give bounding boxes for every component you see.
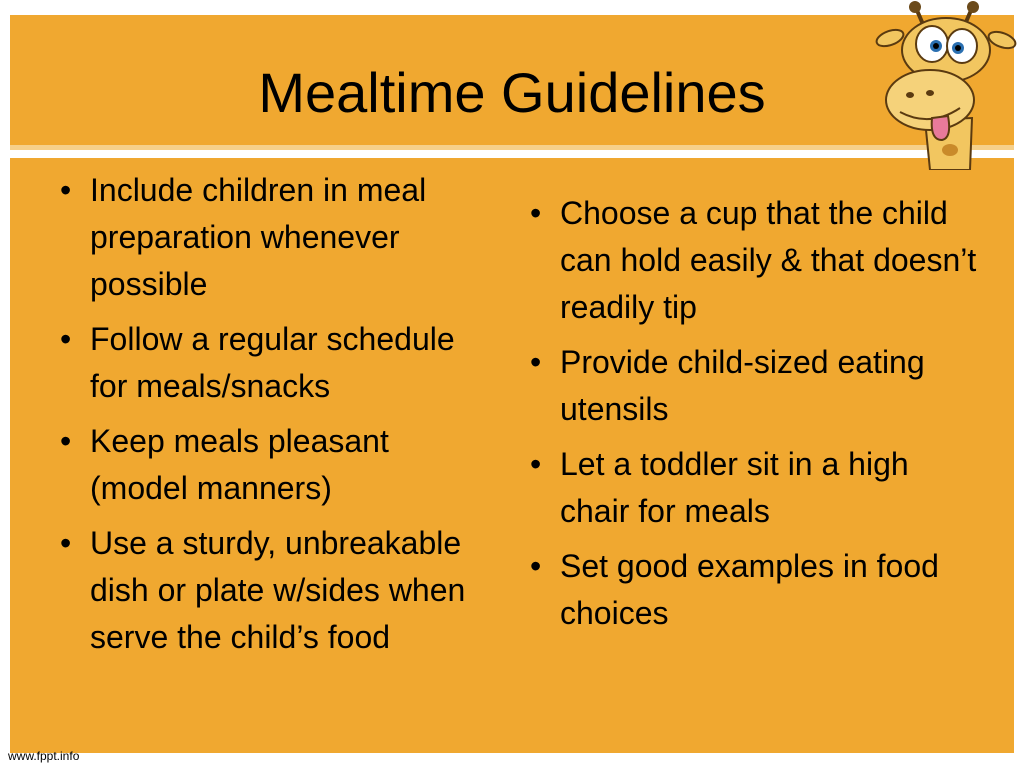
footer-url: www.fppt.info	[8, 749, 80, 763]
bullet-icon: •	[530, 195, 542, 231]
bullet-icon: •	[530, 446, 542, 482]
right-bullet-list	[530, 190, 980, 645]
bullet-icon: •	[530, 548, 542, 584]
list-item	[530, 441, 980, 535]
list-item	[60, 167, 490, 308]
bullet-text: Follow a regular schedule for meals/snacks	[90, 321, 455, 404]
bullet-icon: •	[60, 321, 72, 357]
giraffe-mascot-icon	[870, 0, 1020, 170]
slide-title: Mealtime Guidelines	[258, 61, 766, 124]
bullet-text: Keep meals pleasant (model manners)	[90, 423, 389, 506]
list-item	[530, 190, 980, 331]
title-band	[10, 15, 1014, 145]
bullet-text: Use a sturdy, unbreakable dish or plate w/sides when serve the child’s food	[90, 525, 466, 655]
bullet-icon: •	[60, 423, 72, 459]
bullet-icon: •	[60, 172, 72, 208]
list-item	[530, 339, 980, 433]
bullet-text: Set good examples in food choices	[560, 548, 939, 631]
left-bullet-list	[60, 167, 490, 669]
list-item	[60, 418, 490, 512]
bullet-text: Let a toddler sit in a high chair for meals	[560, 446, 909, 529]
bullet-text: Choose a cup that the child can hold easily & that doesn’t readily tip	[560, 195, 977, 325]
list-item	[60, 520, 490, 661]
bullet-icon: •	[530, 344, 542, 380]
list-item	[60, 316, 490, 410]
bullet-text: Provide child-sized eating utensils	[560, 344, 925, 427]
bullet-icon: •	[60, 525, 72, 561]
bullet-text: Include children in meal preparation whenever possible	[90, 172, 427, 302]
list-item	[530, 543, 980, 637]
